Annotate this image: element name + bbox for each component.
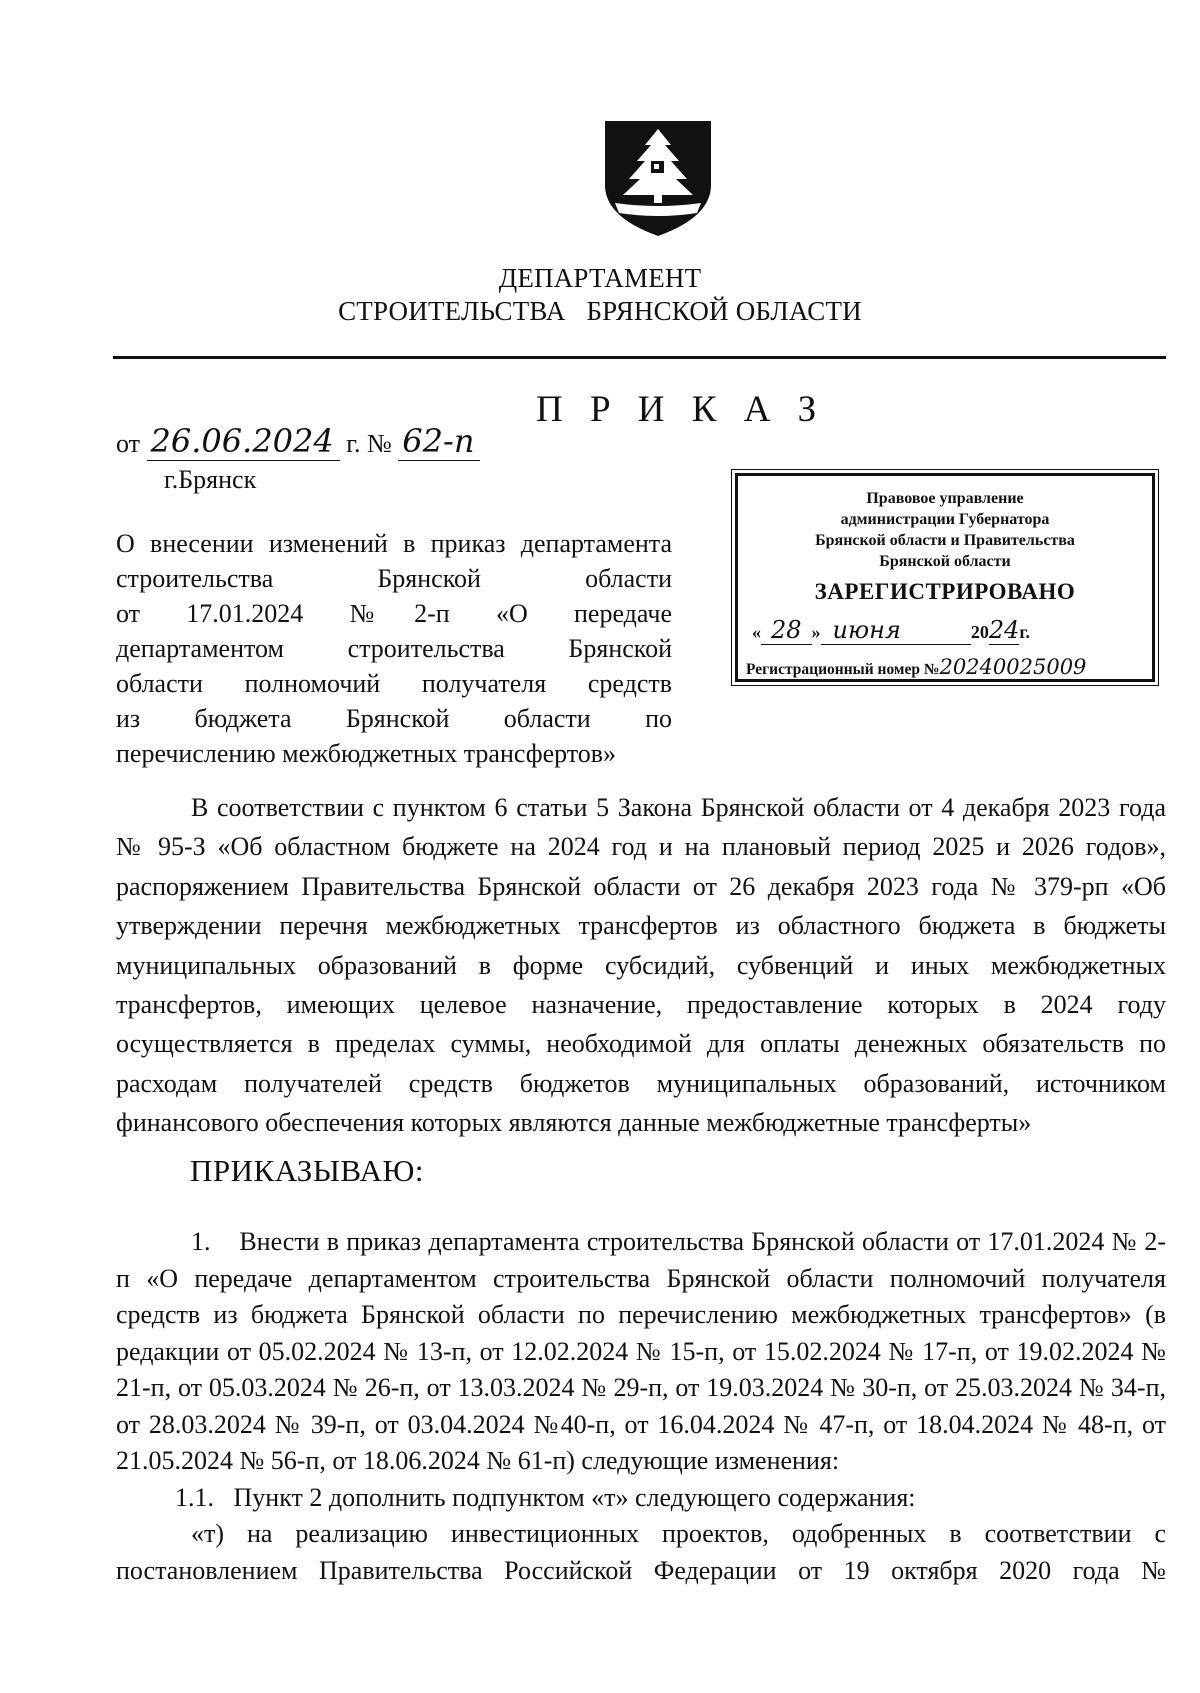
order-number-value: 62-п bbox=[398, 422, 480, 461]
preamble-block bbox=[116, 788, 1166, 1143]
stamp-line: Брянской области bbox=[879, 553, 1011, 570]
stamp-status: ЗАРЕГИСТРИРОВАНО bbox=[814, 579, 1076, 604]
order-title: П Р И К А З bbox=[536, 389, 826, 430]
stamp-date: « 28 » июня 2024г. bbox=[752, 616, 1031, 644]
subject-line: О внесении изменений в приказ департамента bbox=[116, 529, 672, 558]
date-prefix: от bbox=[116, 429, 141, 458]
order-item-t: «т) на реализацию инвестиционных проектов, одобренных в соответствии с постановлением Правительства Российской Федерации от 19 октября 2020 года № bbox=[116, 1519, 1166, 1585]
stamp-line: Правовое управление bbox=[866, 490, 1024, 507]
subject-line: из бюджета Брянской области по bbox=[116, 704, 672, 733]
stamp-month: июня bbox=[821, 616, 971, 645]
stamp-reg-number: 20240025009 bbox=[939, 655, 1087, 679]
order-subject bbox=[116, 526, 672, 771]
order-date-line bbox=[116, 422, 480, 461]
coat-of-arms-icon bbox=[599, 115, 717, 240]
stamp-year-suffix: 24 bbox=[988, 616, 1020, 644]
department-name-line2: СТРОИТЕЛЬСТВА БРЯНСКОЙ ОБЛАСТИ bbox=[338, 296, 862, 326]
stamp-registration bbox=[738, 655, 1152, 680]
stamp-line: Брянской области и Правительства bbox=[815, 532, 1075, 549]
registration-stamp bbox=[735, 473, 1155, 682]
subject-line: от 17.01.2024 №2-п «О передаче bbox=[116, 599, 672, 628]
order-date-value: 26.06.2024 bbox=[147, 422, 340, 461]
preamble-paragraph: В соответствии с пунктом 6 статьи 5 Закона Брянской области от 4 декабря 2023 года № 95-З «Об областном бюджете на 2024 год и на плановый период 2025 и 2026 годов», распоряжением Правительства Брянской области от 26 декабря 2023 года № 379-рп «Об утверждении перечня межбюджетных трансфертов из областного бюджета в бюджеты муниципальных образований в форме субсидий, субвенций и иных межбюджетных трансфертов, имеющих целевое назначение, предоставление которых в 2024 году осуществляется в пределах суммы, необходимой для оплаты денежных обязательств по расходам получателей средств бюджетов муниципальных образований, источником финансового обеспечения которых являются данные межбюджетные трансферты» bbox=[116, 793, 1166, 1138]
department-name-line1: ДЕПАРТАМЕНТ bbox=[498, 263, 702, 293]
order-item-1-1: 1.1. Пункт 2 дополнить подпунктом «т» следующего содержания: bbox=[175, 1482, 916, 1512]
order-directive: ПРИКАЗЫВАЮ: bbox=[190, 1153, 424, 1188]
order-city: г.Брянск bbox=[164, 465, 257, 494]
stamp-reg-label: Регистрационный номер № bbox=[746, 661, 940, 678]
header-divider bbox=[113, 356, 1166, 359]
stamp-line: администрации Губернатора bbox=[840, 511, 1050, 528]
subject-line: области полномочий получателя средств bbox=[116, 669, 672, 698]
subject-line: перечислению межбюджетных трансфертов» bbox=[116, 739, 617, 768]
subject-line: строительства Брянской области bbox=[116, 564, 672, 593]
number-prefix: г. № bbox=[346, 429, 392, 458]
order-item-1: 1. Внести в приказ департамента строительства Брянской области от 17.01.2024 № 2-п «О передаче департаментом строительства Брянской области полномочий получателя средств из бюджета Брянской области по перечислению межбюджетных трансфертов» (в редакции от 05.02.2024 № 13-п, от 12.02.2024 № 15-п, от 15.02.2024 № 17-п, от 19.02.2024 № 21-п, от 05.03.2024 № 26-п, от 13.03.2024 № 29-п, от 19.03.2024 № 30-п, от 25.03.2024 № 34-п, от 28.03.2024 № 39-п, от 03.04.2024 №40-п, от 16.04.2024 № 47-п, от 18.04.2024 № 48-п, от 21.05.2024 № 56-п, от 18.06.2024 № 61-п) следующие изменения: bbox=[116, 1227, 1173, 1475]
stamp-day: 28 bbox=[761, 616, 812, 645]
subject-line: департаментом строительства Брянской bbox=[116, 634, 672, 663]
stamp-year-prefix: 20 bbox=[970, 622, 989, 642]
stamp-year-unit: г. bbox=[1019, 622, 1031, 642]
order-items bbox=[116, 1224, 1173, 1589]
